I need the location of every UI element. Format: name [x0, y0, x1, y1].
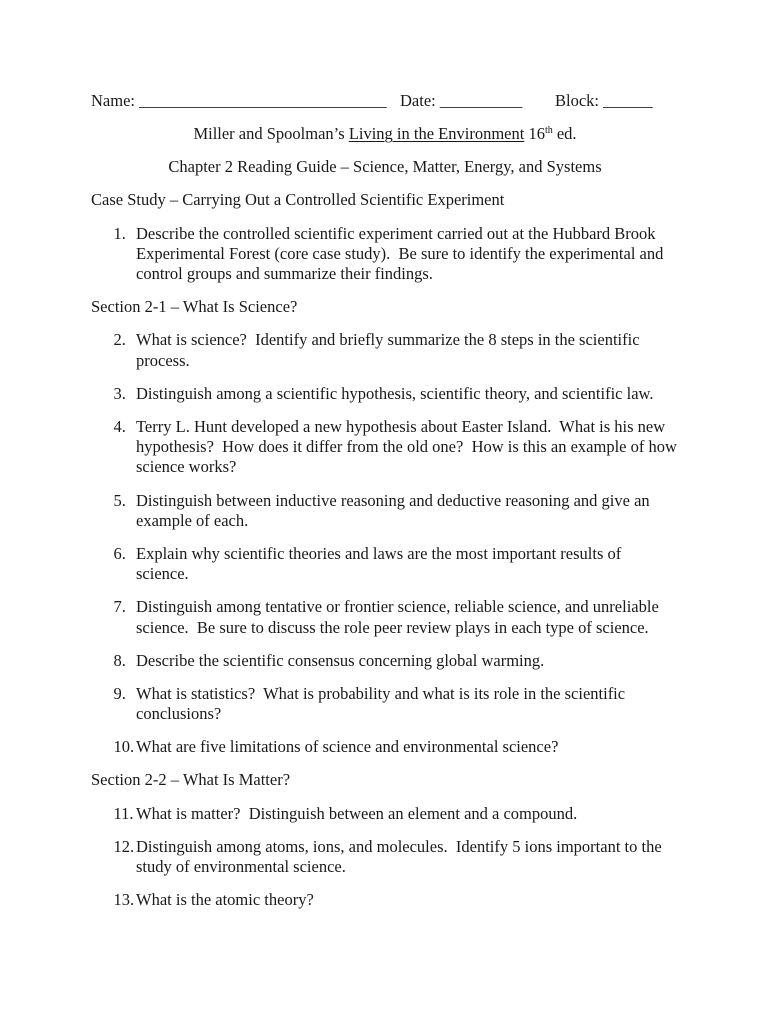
student-info-line	[91, 91, 679, 111]
question-number: 8.	[113, 650, 126, 670]
question-text-line: study of environmental science.	[136, 856, 346, 876]
question-number: 1.	[113, 223, 126, 243]
book-reference	[91, 124, 679, 144]
question-text-line: Explain why scientific theories and laws are the most important results of	[136, 543, 622, 563]
question-number: 9.	[113, 683, 126, 703]
question-text-line: science. Be sure to discuss the role peer review plays in each type of science.	[136, 617, 649, 637]
edition-number: 16	[528, 124, 545, 144]
question-number: 13.	[113, 890, 135, 910]
question-11	[91, 804, 679, 824]
date-label: Date:	[400, 91, 436, 110]
question-text-line: What is statistics? What is probability and what is its role in the scientific	[136, 683, 626, 703]
question-text-line: Distinguish among a scientific hypothesis, scientific theory, and scientific law.	[136, 383, 654, 403]
question-number: 4.	[113, 416, 126, 436]
question-number: 10.	[113, 737, 135, 757]
question-8	[91, 651, 679, 671]
question-5	[91, 491, 679, 532]
book-authors: Miller and Spoolman’s	[193, 124, 345, 144]
question-text-line: conclusions?	[136, 704, 222, 724]
section-heading: Section 2-2 – What Is Matter?	[91, 770, 291, 790]
question-number: 2.	[113, 330, 126, 350]
section-2-2	[91, 770, 679, 910]
question-text-line: What is the atomic theory?	[136, 890, 314, 910]
question-text-line: Distinguish among tentative or frontier science, reliable science, and unreliable	[136, 597, 659, 617]
question-text-line: What is science? Identify and briefly summarize the 8 steps in the scientific	[136, 330, 640, 350]
block-field	[555, 91, 653, 111]
question-text-line: What is matter? Distinguish between an element and a compound.	[136, 803, 578, 823]
question-text-line: Describe the controlled scientific experiment carried out at the Hubbard Brook	[136, 223, 656, 243]
name-field	[91, 91, 387, 111]
question-text-line: Describe the scientific consensus concerning global warming.	[136, 650, 545, 670]
question-text-line: science.	[136, 564, 189, 584]
question-1	[91, 224, 679, 285]
book-title: Living in the Environment	[348, 124, 525, 144]
question-text-line: process.	[136, 350, 190, 370]
name-blank: ______________________________	[139, 91, 387, 110]
question-number: 6.	[113, 543, 126, 563]
question-number: 7.	[113, 597, 126, 617]
question-9	[91, 684, 679, 725]
question-10	[91, 737, 679, 757]
question-text-line: What are five limitations of science and environmental science?	[136, 737, 559, 757]
question-text-line: hypothesis? How does it differ from the old one? How is this an example of how	[136, 437, 677, 457]
edition-ordinal: th	[544, 125, 553, 137]
section-heading: Case Study – Carrying Out a Controlled Scientific Experiment	[91, 190, 505, 210]
block-label: Block:	[555, 91, 599, 110]
question-13	[91, 890, 679, 910]
block-blank: ______	[603, 91, 653, 110]
date-field	[400, 91, 522, 111]
question-text-line: control groups and summarize their findings.	[136, 264, 433, 284]
question-7	[91, 597, 679, 638]
question-text-line: example of each.	[136, 510, 249, 530]
document-body	[91, 91, 679, 923]
question-number: 12.	[113, 836, 135, 856]
question-number: 11.	[113, 803, 134, 823]
chapter-title: Chapter 2 Reading Guide – Science, Matter, Energy, and Systems	[168, 157, 602, 177]
date-blank: __________	[439, 91, 523, 110]
question-6	[91, 544, 679, 585]
question-text-line: science works?	[136, 457, 237, 477]
section-case-study	[91, 190, 679, 284]
question-number: 5.	[113, 490, 126, 510]
question-4	[91, 417, 679, 478]
question-12	[91, 837, 679, 878]
question-text-line: Distinguish among atoms, ions, and molecules. Identify 5 ions important to the	[136, 836, 662, 856]
edition-label: ed.	[556, 124, 577, 144]
question-text-line: Experimental Forest (core case study). Be sure to identify the experimental and	[136, 243, 664, 263]
question-3	[91, 384, 679, 404]
question-text-line: Terry L. Hunt developed a new hypothesis about Easter Island. What is his new	[136, 416, 666, 436]
question-text-line: Distinguish between inductive reasoning and deductive reasoning and give an	[136, 490, 650, 510]
name-label: Name:	[91, 91, 135, 110]
section-2-1	[91, 297, 679, 757]
section-heading: Section 2-1 – What Is Science?	[91, 297, 298, 317]
question-2	[91, 330, 679, 371]
question-number: 3.	[113, 383, 126, 403]
